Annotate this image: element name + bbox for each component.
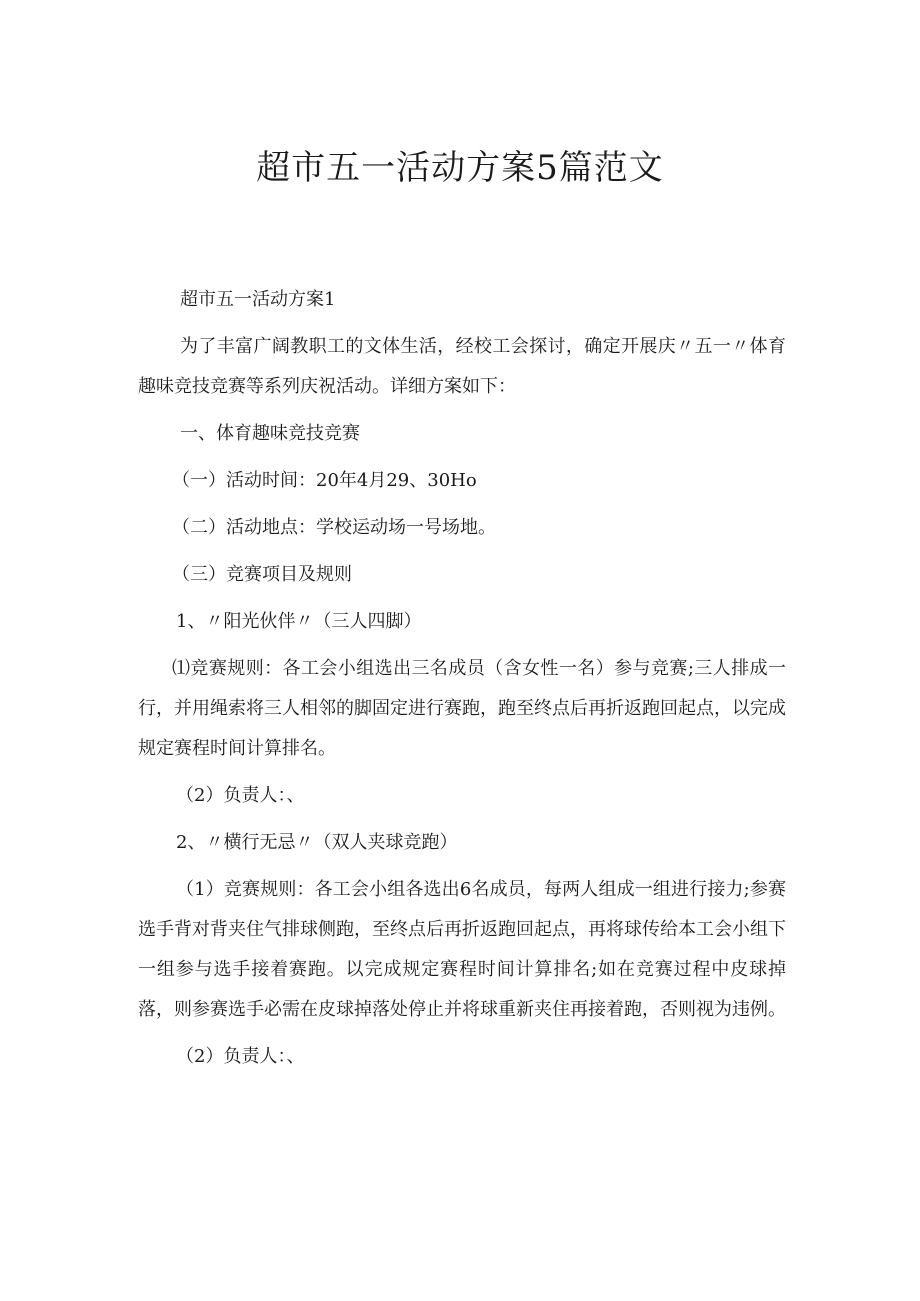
event-title: 1、〃阳光伙伴〃（三人四脚） — [176, 611, 422, 632]
person-in-charge: （2）负责人：、 — [176, 785, 305, 806]
section-heading: 一、体育趣味竞技竞赛 — [180, 423, 360, 444]
person-in-charge: （2）负责人：、 — [176, 1046, 305, 1067]
section-heading: 超市五一活动方案1 — [180, 289, 336, 310]
intro-paragraph: 为了丰富广阔教职工的文体生活，经校工会探讨，确定开展庆〃五一〃体育趣味竞技竞赛等系列庆祝活动。详细方案如下： — [138, 336, 786, 397]
subsection-heading: （三）竞赛项目及规则 — [172, 564, 352, 585]
rule-paragraph: （1）竞赛规则：各工会小组各选出6名成员，每两人组成一组进行接力;参赛选手背对背夹住气排球侧跑，至终点后再折返跑回起点，再将球传给本工会小组下一组参与选手接着赛跑。以完成规定赛程时间计算排名;如在竞赛过程中皮球掉落，则参赛选手必需在皮球掉落处停止并将球重新夹住再接着跑，否则视为违例。 — [138, 879, 786, 1020]
rule-paragraph: ⑴竞赛规则：各工会小组选出三名成员（含女性一名）参与竞赛;三人排成一行，并用绳索将三人相邻的脚固定进行赛跑，跑至终点后再折返跑回起点，以完成规定赛程时间计算排名。 — [138, 658, 786, 759]
activity-time: （一）活动时间：20年4月29、30Ho — [172, 470, 477, 491]
event-title: 2、〃横行无忌〃（双人夹球竞跑） — [176, 832, 458, 853]
document-title: 超市五一活动方案5篇范文 — [256, 148, 664, 188]
document-body — [138, 280, 786, 1084]
activity-location: （二）活动地点：学校运动场一号场地。 — [172, 517, 496, 538]
